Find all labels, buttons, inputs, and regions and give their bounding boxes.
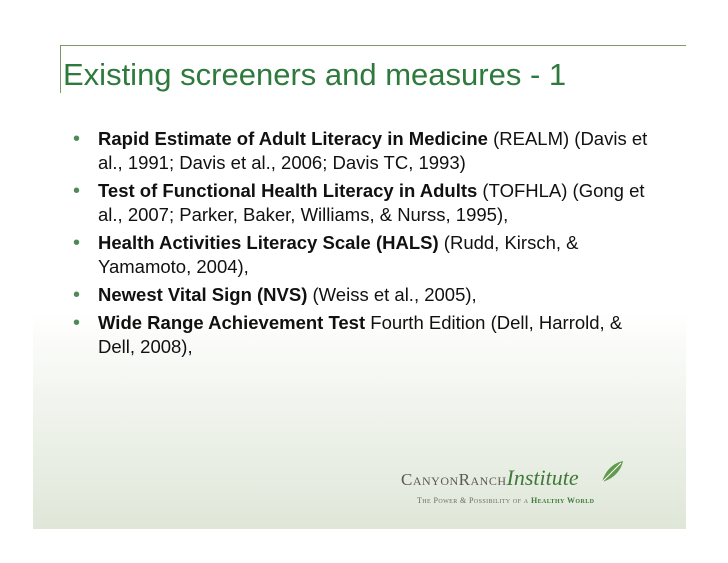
logo-wordmark	[401, 465, 579, 491]
canyon-ranch-institute-logo	[401, 465, 621, 511]
left-divider	[60, 45, 61, 93]
logo-tagline	[417, 496, 594, 505]
logo-tagline-part2: Healthy World	[530, 496, 595, 505]
bullet-text: (REALM) (Davis et al., 1991; Davis et al., 2006; Davis TC, 1993)	[98, 128, 648, 173]
bullet-dot-icon: •	[73, 128, 81, 150]
bullet-item-tofhla	[73, 179, 663, 227]
bullet-text: (Rudd, Kirsch, & Yamamoto, 2004),	[98, 232, 579, 277]
bullet-heading: Test of Functional Health Literacy in Adults	[98, 180, 478, 201]
logo-name-part2: Institute	[506, 465, 579, 490]
bullet-heading: Rapid Estimate of Adult Literacy in Medicine	[98, 128, 488, 149]
bullet-text: (Weiss et al., 2005),	[307, 284, 477, 305]
top-divider	[60, 45, 686, 46]
bullet-heading: Wide Range Achievement Test	[98, 312, 366, 333]
bullet-dot-icon: •	[73, 180, 81, 202]
bullet-text: (TOFHLA) (Gong et al., 2007; Parker, Baker, Williams, & Nurss, 1995),	[98, 180, 645, 225]
bullet-item-hals	[73, 231, 663, 279]
bullet-item-wrat	[73, 311, 663, 359]
bullet-dot-icon: •	[73, 232, 81, 254]
bullet-item-nvs	[73, 283, 663, 307]
bullet-heading: Health Activities Literacy Scale (HALS)	[98, 232, 439, 253]
bullet-dot-icon: •	[73, 284, 81, 306]
bullet-heading: Newest Vital Sign (NVS)	[98, 284, 308, 305]
bullet-text: Fourth Edition (Dell, Harrold, & Dell, 2008),	[98, 312, 623, 357]
leaf-icon	[599, 459, 625, 485]
slide	[33, 45, 686, 529]
bullet-list	[73, 127, 663, 363]
bullet-item-realm	[73, 127, 663, 175]
logo-name-part1: CanyonRanch	[401, 470, 507, 489]
slide-title: Existing screeners and measures - 1	[63, 57, 567, 92]
logo-tagline-part1: The Power & Possibility of a	[417, 496, 531, 505]
bullet-dot-icon: •	[73, 312, 81, 334]
